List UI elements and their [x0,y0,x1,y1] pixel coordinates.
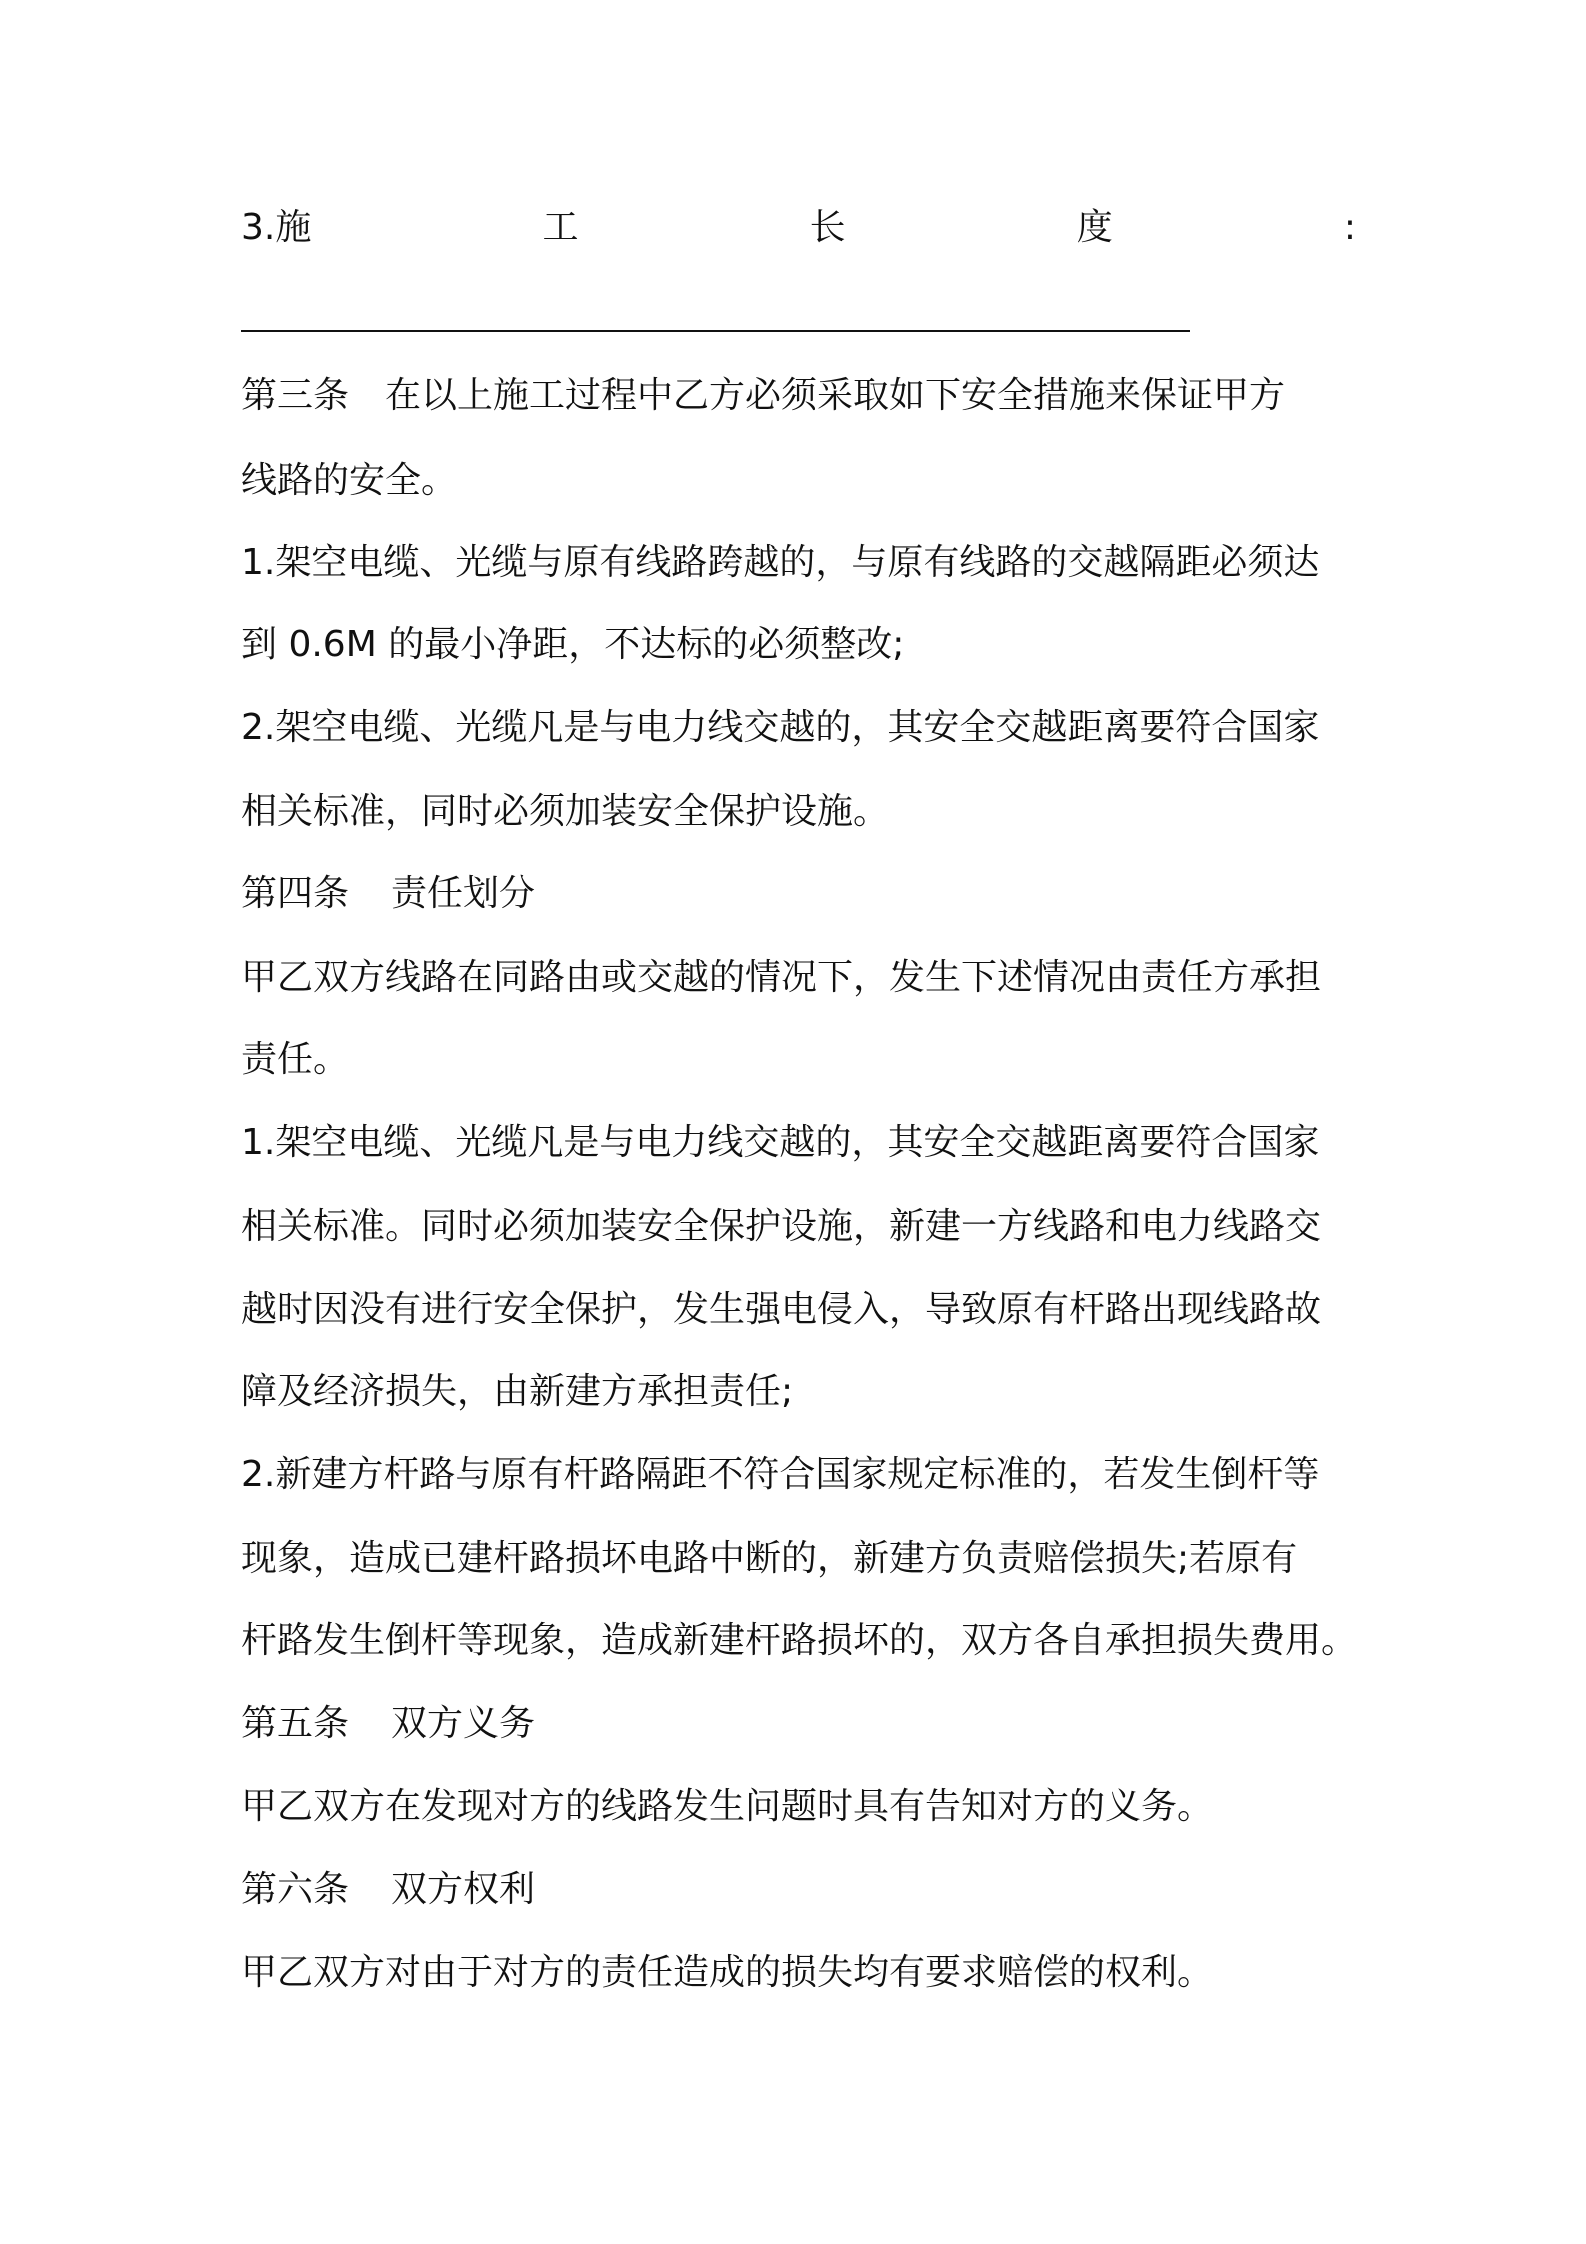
article-name: 责任划分 [391,873,536,914]
article-number: 第五条 [241,1703,350,1744]
article-3-item-1-line-1: 1.架空电缆、光缆与原有线路跨越的，与原有线路的交越隔距必须达 [241,542,1320,583]
article-3-title-line-1: 第三条 在以上施工过程中乙方必须采取如下安全措施来保证甲方 [241,375,1286,416]
article-4-item-2-line-3: 杆路发生倒杆等现象，造成新建杆路损坏的，双方各自承担损失费用。 [241,1620,1358,1661]
article-6-text: 甲乙双方对由于对方的责任造成的损失均有要求赔偿的权利。 [241,1952,1214,1993]
heading-char: 工 [542,207,579,248]
article-4-intro-line-2: 责任。 [241,1039,350,1080]
article-6-title [241,1868,1356,1912]
article-name: 双方权利 [391,1869,536,1910]
heading-char: 3.施 [241,207,312,248]
article-4-item-2-line-2: 现象，造成已建杆路损坏电路中断的，新建方负责赔偿损失;若原有 [241,1538,1298,1579]
article-4-item-1-line-4: 障及经济损失，由新建方承担责任; [241,1371,794,1412]
fill-in-blank-line [241,330,1190,332]
article-name: 双方义务 [391,1703,536,1744]
article-3-item-1-line-2: 到 0.6M 的最小净距，不达标的必须整改; [241,624,905,665]
article-4-item-2-line-1: 2.新建方杆路与原有杆路隔距不符合国家规定标准的，若发生倒杆等 [241,1454,1320,1495]
article-number: 第四条 [241,873,350,914]
article-4-intro-line-1: 甲乙双方线路在同路由或交越的情况下，发生下述情况由责任方承担 [241,957,1322,998]
article-4-item-1-line-3: 越时因没有进行安全保护，发生强电侵入，导致原有杆路出现线路故 [241,1289,1322,1330]
article-5-title [241,1702,1356,1746]
article-4-title [241,872,1356,916]
article-5-text: 甲乙双方在发现对方的线路发生问题时具有告知对方的义务。 [241,1786,1214,1827]
heading-char: : [1343,207,1356,248]
article-4-item-1-line-1: 1.架空电缆、光缆凡是与电力线交越的，其安全交越距离要符合国家 [241,1122,1320,1163]
article-3-title-line-2: 线路的安全。 [241,460,458,501]
heading-char: 度 [1076,207,1113,248]
article-3-item-2-line-1: 2.架空电缆、光缆凡是与电力线交越的，其安全交越距离要符合国家 [241,707,1320,748]
article-3-item-2-line-2: 相关标准，同时必须加装安全保护设施。 [241,791,890,832]
article-4-item-1-line-2: 相关标准。同时必须加装安全保护设施，新建一方线路和电力线路交 [241,1206,1322,1247]
article-number: 第六条 [241,1869,350,1910]
heading-char: 长 [809,207,846,248]
construction-length-heading [241,206,1356,250]
